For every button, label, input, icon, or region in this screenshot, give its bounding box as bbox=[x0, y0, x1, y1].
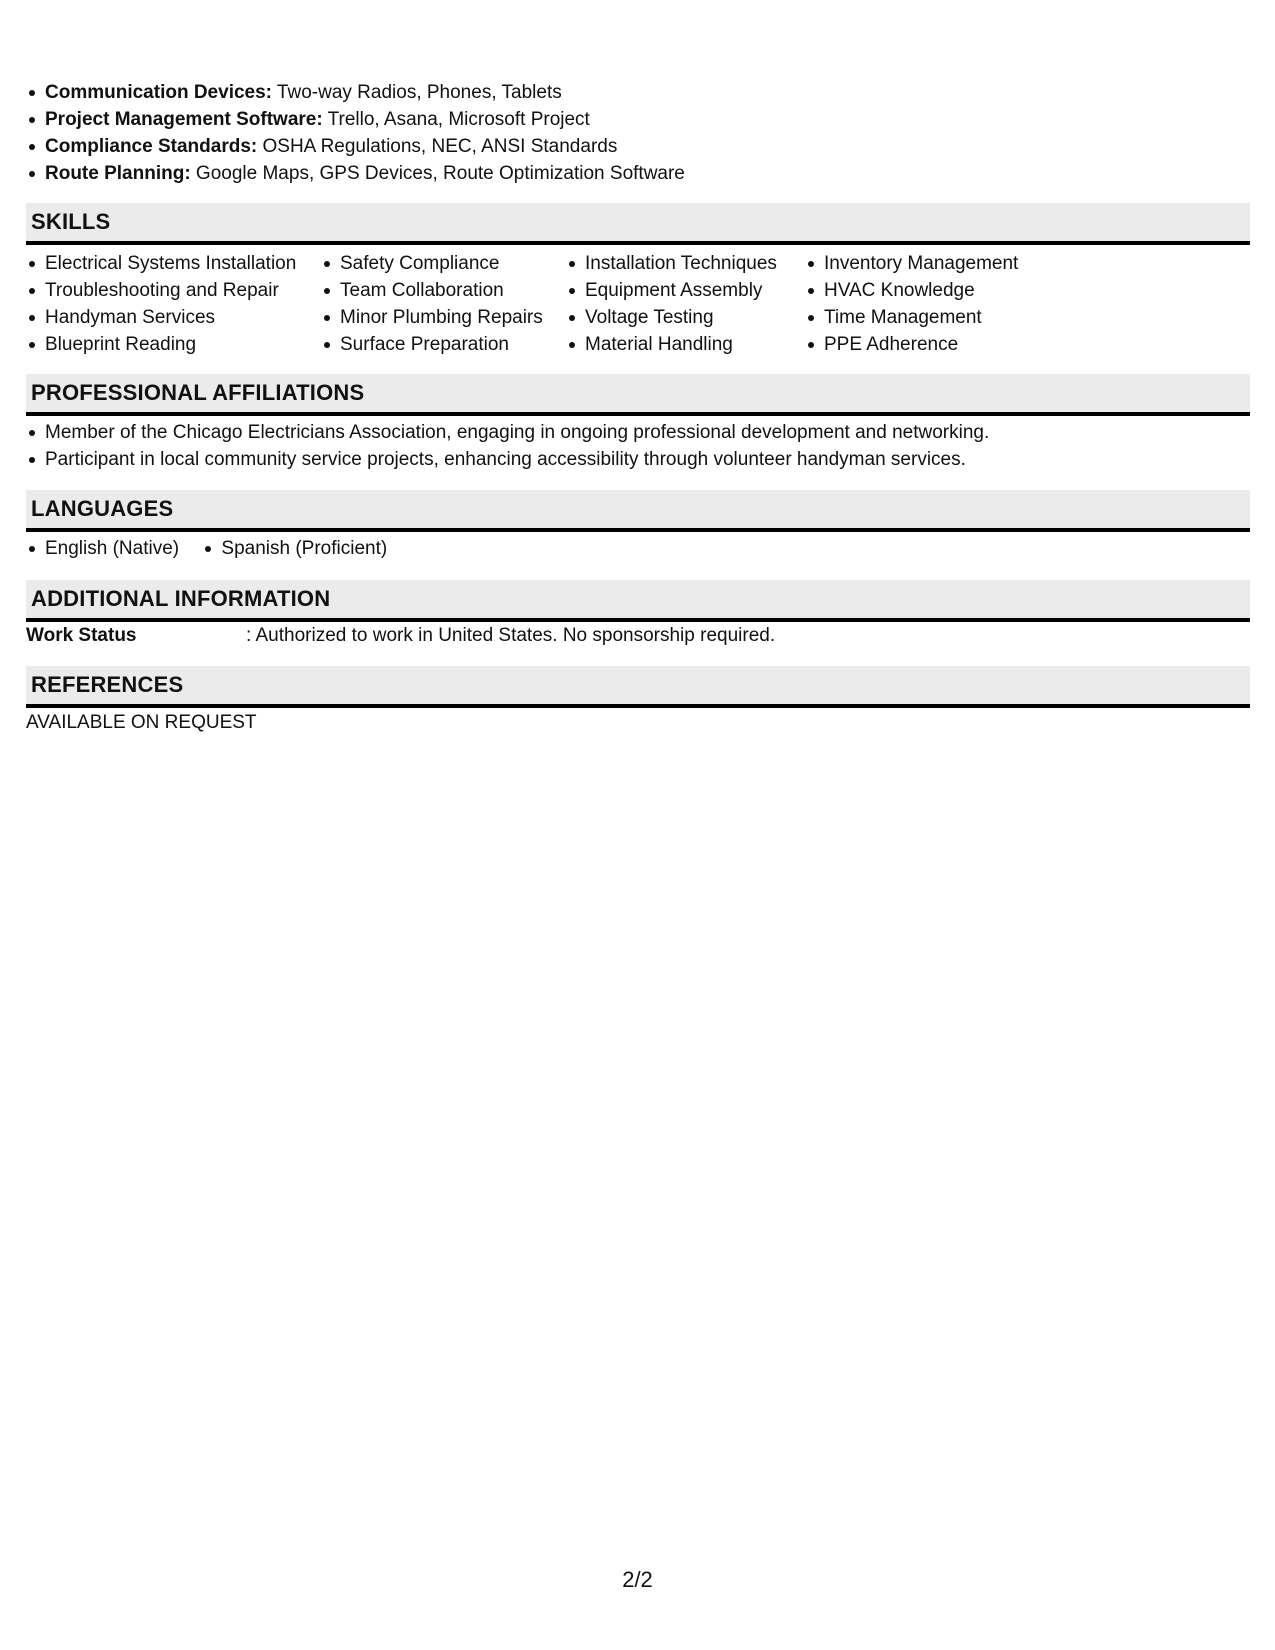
list-item: Voltage Testing bbox=[566, 304, 777, 331]
skills-column bbox=[566, 250, 777, 358]
list-item: Spanish (Proficient) bbox=[202, 535, 387, 562]
section-title: REFERENCES bbox=[31, 672, 184, 697]
list-item: Inventory Management bbox=[805, 250, 1018, 277]
list-item bbox=[26, 106, 685, 133]
languages-list bbox=[26, 535, 405, 562]
skills-column bbox=[321, 250, 543, 358]
tool-value: Google Maps, GPS Devices, Route Optimization Software bbox=[190, 163, 685, 184]
list-item: Blueprint Reading bbox=[26, 331, 296, 358]
section-title: ADDITIONAL INFORMATION bbox=[31, 586, 331, 611]
tool-value: OSHA Regulations, NEC, ANSI Standards bbox=[257, 136, 618, 157]
list-item bbox=[26, 160, 685, 187]
tool-value: Two-way Radios, Phones, Tablets bbox=[272, 82, 562, 103]
list-item: Installation Techniques bbox=[566, 250, 777, 277]
affiliations-list bbox=[26, 419, 989, 473]
section-title: LANGUAGES bbox=[31, 496, 174, 521]
languages-section-header bbox=[26, 490, 1250, 532]
list-item: Minor Plumbing Repairs bbox=[321, 304, 543, 331]
section-title: PROFESSIONAL AFFILIATIONS bbox=[31, 380, 365, 405]
work-status-value: : Authorized to work in United States. No sponsorship required. bbox=[246, 625, 776, 646]
list-item: Electrical Systems Installation bbox=[26, 250, 296, 277]
page-number: 2/2 bbox=[622, 1567, 653, 1592]
tools-list bbox=[26, 79, 685, 187]
skills-section-header bbox=[26, 203, 1250, 245]
tool-label: Communication Devices: bbox=[45, 82, 272, 103]
references-section-header bbox=[26, 666, 1250, 708]
list-item: Surface Preparation bbox=[321, 331, 543, 358]
section-title: SKILLS bbox=[31, 209, 111, 234]
list-item: Handyman Services bbox=[26, 304, 296, 331]
list-item: Equipment Assembly bbox=[566, 277, 777, 304]
list-item: Member of the Chicago Electricians Association, engaging in ongoing professional development and networking. bbox=[26, 419, 989, 446]
skills-column bbox=[805, 250, 1018, 358]
list-item: HVAC Knowledge bbox=[805, 277, 1018, 304]
tool-value: Trello, Asana, Microsoft Project bbox=[322, 109, 590, 130]
tool-label: Compliance Standards: bbox=[45, 136, 258, 157]
list-item: Team Collaboration bbox=[321, 277, 543, 304]
list-item: Safety Compliance bbox=[321, 250, 543, 277]
list-item bbox=[26, 79, 685, 106]
skills-column bbox=[26, 250, 296, 358]
references-text: AVAILABLE ON REQUEST bbox=[26, 712, 257, 733]
list-item bbox=[26, 133, 685, 160]
tool-label: Project Management Software: bbox=[45, 109, 323, 130]
work-status-label: Work Status bbox=[26, 625, 137, 646]
affiliations-section-header bbox=[26, 374, 1250, 416]
list-item: PPE Adherence bbox=[805, 331, 1018, 358]
list-item: Participant in local community service projects, enhancing accessibility through volunteer handyman services. bbox=[26, 446, 989, 473]
additional-section-header bbox=[26, 580, 1250, 622]
tool-label: Route Planning: bbox=[45, 163, 191, 184]
list-item: English (Native) bbox=[26, 535, 179, 562]
list-item: Troubleshooting and Repair bbox=[26, 277, 296, 304]
list-item: Material Handling bbox=[566, 331, 777, 358]
list-item: Time Management bbox=[805, 304, 1018, 331]
